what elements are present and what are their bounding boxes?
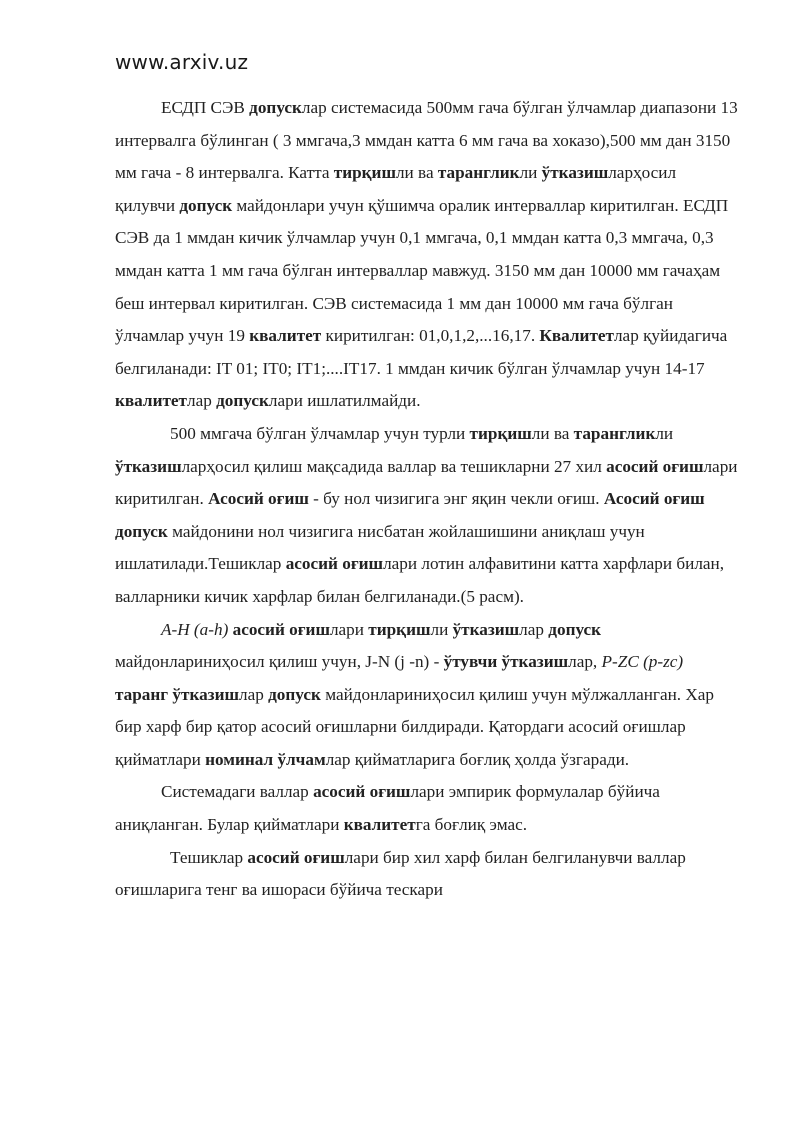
text-run: ларҳосил қилувчи	[115, 163, 677, 215]
document-body	[115, 92, 740, 907]
paragraph-5	[115, 842, 740, 907]
text-run: майдонлариниҳосил қилиш учун, J-N (j -n) -	[115, 652, 444, 672]
text-run: 500 ммгача бўлган ўлчамлар учун турли	[170, 423, 470, 443]
text-run: лар қийматларига боғлиқ ҳолда ўзгаради.	[325, 749, 630, 769]
text-run: лар системасида 500мм гача бўлган ўлчамлар диапазони 13 интервалга бўлинган ( 3 ммгача,3 ммдан катта 6 мм гача ва хоказо),500 мм дан 3150 мм гача - 8 интервалга. Катта	[115, 98, 738, 183]
bold-term: допуск	[216, 391, 269, 411]
bold-term: квалитет	[343, 815, 416, 835]
bold-term: тирқиш	[469, 423, 532, 443]
bold-term: Асосий оғиш допуск	[115, 489, 705, 541]
text-run: майдонлари учун қўшимча оралик интерваллар киритилган. ЕСДП СЭВ да 1 ммдан кичик ўлчамлар учун 0,1 ммгача, 0,1 ммдан катта 0,3 ммгача, 0,3 ммдан катта 1 мм гача бўлган интерваллар мавжуд. 3150 мм дан 10000 мм гачаҳам беш интервал киритилган. СЭВ системасида 1 мм дан 10000 мм гача бўлган ўлчамлар учун 19	[115, 195, 729, 346]
paragraph-3	[115, 614, 740, 777]
bold-term: Квалитет	[539, 326, 614, 346]
text-run: лар,	[568, 652, 602, 672]
text-run: лари лотин алфавитини катта харфлари билан, валларники кичик харфлар билан белгиланади.(5 расм).	[115, 554, 725, 606]
italic-term: P-ZC (p-zc)	[601, 652, 684, 672]
paragraph-1	[115, 92, 740, 418]
bold-term: допуск	[179, 195, 233, 215]
bold-term: квалитет	[249, 326, 322, 346]
text-run: ли ва	[531, 423, 574, 443]
text-run: - бу нол чизигига энг яқин чекли оғиш.	[308, 489, 604, 509]
bold-term: асосий оғиш	[285, 554, 384, 574]
bold-term: ўтказиш	[541, 163, 609, 183]
text-run: ларҳосил қилиш мақсадида валлар ва тешикларни 27 хил	[181, 456, 607, 476]
text-run: Системадаги валлар	[161, 782, 314, 802]
paragraph-4	[115, 776, 740, 841]
text-run: лар	[187, 391, 217, 411]
bold-term: ўтказиш	[452, 619, 520, 639]
text-run: лари бир хил харф билан белгиланувчи валлар оғишларига тенг ва ишораси бўйича тескари	[115, 847, 686, 900]
bold-term: допуск	[268, 684, 321, 704]
bold-term: таранглик	[573, 423, 656, 443]
text-run: ли ва	[395, 163, 438, 183]
bold-term: ўтказиш	[115, 456, 182, 476]
bold-term: асосий оғиш	[606, 456, 704, 476]
text-run: лари ишлатилмайди.	[268, 391, 421, 411]
paragraph-2	[115, 418, 740, 614]
text-run: га боғлиқ эмас.	[415, 815, 528, 835]
bold-term: тирқиш	[368, 619, 431, 639]
text-run: лар қуйидагича белгиланади: IT 01; IT0; IT1;....IT17. 1 ммдан кичик бўлган ўлчамлар учун 14-17	[115, 326, 728, 378]
text-run: лар	[239, 684, 269, 704]
text-run: лар	[519, 619, 549, 639]
text-run: лари	[329, 619, 369, 639]
text-run: ли	[655, 423, 674, 443]
text-run: ли	[519, 163, 542, 183]
bold-term: допуск	[249, 98, 302, 117]
site-url: www.arxiv.uz	[115, 50, 249, 74]
text-run: майдонини нол чизигига нисбатан жойлашишини аниқлаш учун ишлатилади.Тешиклар	[115, 521, 645, 574]
bold-term: допуск	[548, 619, 602, 639]
bold-term: номинал ўлчам	[205, 749, 326, 769]
bold-term: Асосий оғиш	[208, 489, 309, 509]
bold-term: асосий оғиш	[247, 847, 345, 867]
bold-term: квалитет	[115, 391, 187, 411]
bold-term: таранг ўтказиш	[115, 684, 239, 704]
italic-term: A-H (a-h)	[161, 619, 229, 639]
bold-term: таранглик	[437, 163, 520, 183]
bold-term: тирқиш	[333, 163, 396, 183]
text-run: ЕСДП СЭВ	[161, 98, 250, 117]
text-run: киритилган: 01,0,1,2,...16,17.	[321, 326, 540, 346]
text-run: лари киритилган.	[115, 456, 738, 509]
text-run: ли	[430, 619, 453, 639]
text-run: Тешиклар	[170, 847, 248, 867]
bold-term: асосий оғиш	[313, 782, 411, 802]
text-run: майдонлариниҳосил қилиш учун мўлжалланган. Хар бир харф бир қатор асосий оғишларни билдиради. Қатордаги асосий оғишлар қийматлари	[115, 684, 715, 769]
bold-term: ўтувчи ўтказиш	[443, 652, 569, 672]
bold-term: асосий оғиш	[232, 619, 330, 639]
text-run: лари эмпирик формулалар бўйича аниқланган. Булар қийматлари	[115, 782, 660, 835]
